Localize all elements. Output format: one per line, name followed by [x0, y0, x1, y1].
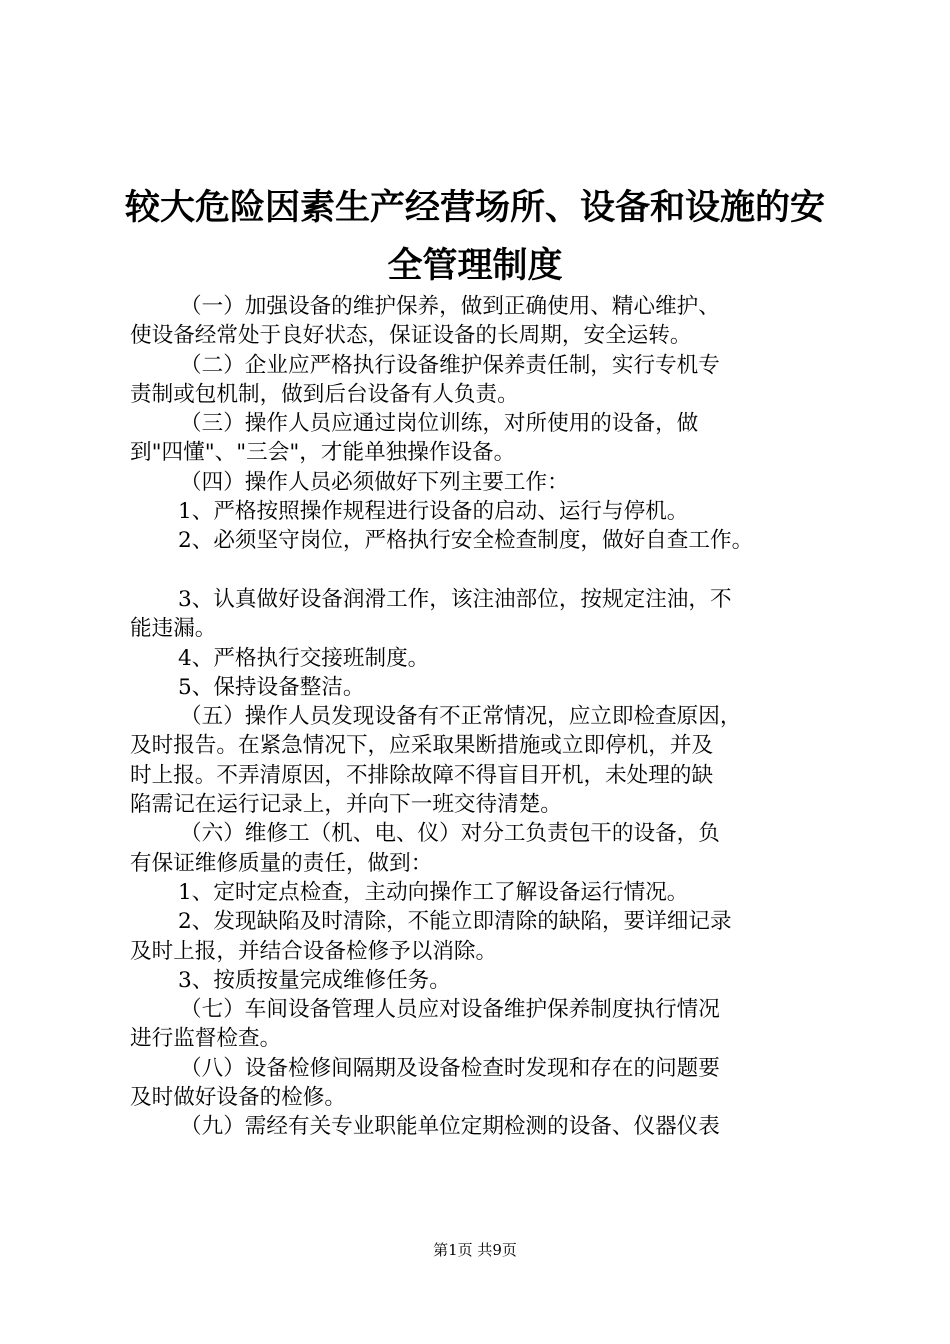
paragraph-2-line-2: 责制或包机制，做到后台设备有人负责。 [130, 381, 519, 407]
list-item-6-1: 1、定时定点检查，主动向操作工了解设备运行情况。 [178, 879, 689, 905]
paragraph-9-line-1: （九）需经有关专业职能单位定期检测的设备、仪器仪表 [180, 1114, 720, 1140]
paragraph-7-line-1: （七）车间设备管理人员应对设备维护保养制度执行情况 [180, 997, 720, 1023]
paragraph-5-line-4: 陷需记在运行记录上，并向下一班交待清楚。 [130, 792, 562, 818]
paragraph-2-line-1: （二）企业应严格执行设备维护保养责任制，实行专机专 [180, 352, 720, 378]
paragraph-5-line-1: （五）操作人员发现设备有不正常情况，应立即检查原因， [180, 704, 742, 730]
paragraph-1-line-1: （一）加强设备的维护保养，做到正确使用、精心维护、 [180, 294, 720, 319]
list-item-4-4: 4、严格执行交接班制度。 [178, 645, 430, 671]
list-item-4-5: 5、保持设备整洁。 [178, 674, 365, 700]
paragraph-6-line-1: （六）维修工（机、电、仪）对分工负责包干的设备，负 [180, 821, 720, 847]
paragraph-8-line-1: （八）设备检修间隔期及设备检查时发现和存在的问题要 [180, 1055, 720, 1081]
document-title-line-2: 全管理制度 [387, 246, 563, 286]
paragraph-7-line-2: 进行监督检查。 [130, 1026, 282, 1052]
paragraph-3-line-1: （三）操作人员应通过岗位训练，对所使用的设备，做 [180, 411, 699, 437]
page-number-footer: 第1页 共9页 [433, 1241, 517, 1259]
paragraph-3-line-2: 到"四懂"、"三会"，才能单独操作设备。 [130, 440, 516, 466]
document-body [130, 292, 850, 1142]
list-item-4-3-line-1: 3、认真做好设备润滑工作，该注油部位，按规定注油，不 [178, 586, 732, 612]
blank-line [130, 556, 850, 585]
list-item-6-2-line-2: 及时上报，并结合设备检修予以消除。 [130, 938, 498, 964]
list-item-4-1: 1、严格按照操作规程进行设备的启动、运行与停机。 [178, 499, 689, 525]
paragraph-6-line-2: 有保证维修质量的责任，做到： [130, 850, 433, 876]
paragraph-5-line-3: 时上报。不弄清原因，不排除故障不得盲目开机，未处理的缺 [130, 762, 714, 788]
list-item-4-2: 2、必须坚守岗位，严格执行安全检查制度，做好自查工作。 [178, 528, 754, 554]
paragraph-5-line-2: 及时报告。在紧急情况下，应采取果断措施或立即停机，并及 [130, 733, 714, 759]
list-item-6-2-line-1: 2、发现缺陷及时清除，不能立即清除的缺陷，要详细记录 [178, 909, 732, 935]
paragraph-8-line-2: 及时做好设备的检修。 [130, 1085, 346, 1111]
list-item-6-3: 3、按质按量完成维修任务。 [178, 967, 451, 993]
paragraph-1-line-2: 使设备经常处于良好状态，保证设备的长周期，安全运转。 [130, 323, 692, 349]
document-title-line-1: 较大危险因素生产经营场所、设备和设施的安 [124, 188, 825, 228]
list-item-4-3-line-2: 能违漏。 [130, 616, 217, 642]
paragraph-4-line-1: （四）操作人员必须做好下列主要工作： [180, 469, 569, 495]
